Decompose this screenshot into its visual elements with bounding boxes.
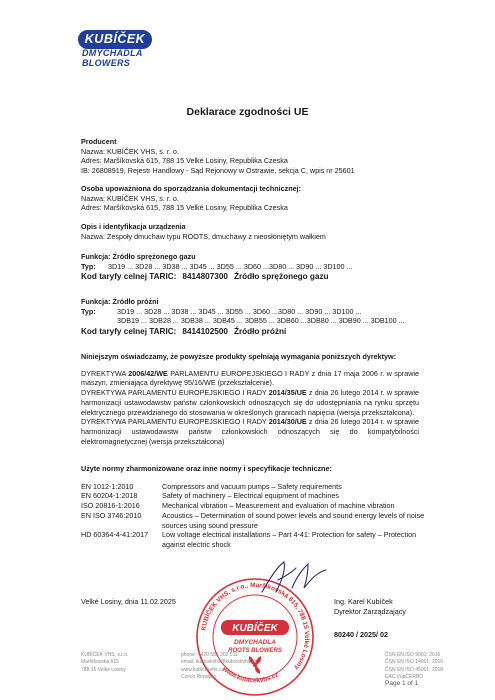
handwritten-signature [256, 558, 336, 598]
page-number: Page 1 of 1 [385, 680, 419, 687]
function1-heading: Funkcja: Źródło sprężonego gazu [81, 252, 196, 261]
declaration-text: Niniejszym oświadczamy, że powyższe produkty spełniają wymagania poniższych dyrektyw: [81, 352, 397, 361]
authorized-heading: Osoba upoważniona do sporządzania dokumentacji technicznej: [81, 184, 302, 193]
company-logo [78, 30, 152, 68]
document-number: 80240 / 2025/ 02 [334, 630, 388, 639]
signatory-name: Ing. Karel Kubíček [334, 597, 393, 606]
authorized-section [81, 184, 421, 213]
standard-row: EN 1012-1:2010 Compressors and vacuum pumps – Safety requirements [81, 481, 342, 491]
authorized-name: Nazwa: KUBÍČEK VHS, s. r. o. [81, 193, 179, 203]
standards-section [81, 464, 426, 550]
stamp-sub1: DMYCHADLA [234, 639, 276, 646]
standard-row: ISO 20816-1:2016 Mechanical vibration – Measurement and evaluation of machine vibration [81, 501, 395, 511]
function2-heading: Funkcja: Źródło próżni [81, 297, 159, 306]
function2-types [81, 307, 441, 317]
producer-name: Nazwa: KUBÍČEK VHS, s. r. o. [81, 146, 179, 156]
function2-type-line-1: 3D19 ... 3D28 ... 3D38 ... 3D45 ... 3D55 ... 3D60 ...3D80 ... 3D90 ... 3D100 ... [117, 306, 362, 316]
function2-kod-label: Kod taryfy celnej TARIC: [81, 327, 177, 337]
directive-3: DYREKTYWA PARLAMENTU EUROPEJSKIEGO I RADY 2014/30/UE z dnia 26 lutego 2014 r. w sprawie harmonizacji ustawodawstw państw członkowskich odnoszących się do kompatybilności elektromagnetycznej (wersja przekształcona) [81, 417, 419, 446]
standard-row: EN ISO 3746:2010 Acoustics – Determination of sound power levels and sound energy levels of noise sources using sound pressure [81, 510, 425, 530]
signatory [334, 597, 406, 618]
logo-sub1: DMYCHADLA [82, 48, 143, 58]
device-section [81, 222, 421, 241]
directives-section [81, 352, 419, 446]
stamp-sub2: ROOTS BLOWERS [228, 648, 282, 654]
function1-taric [81, 271, 441, 282]
producer-section [81, 137, 421, 176]
function2-kod-value: 8414102500 [182, 327, 228, 337]
function2-kod-desc: Źródło próżni [233, 327, 287, 337]
function1-types [81, 262, 441, 272]
function-compressed-gas [81, 252, 441, 283]
place-date: Velké Losiny, dnia 11.02.2025 [81, 597, 176, 606]
function1-kod-value: 8414807300 [182, 272, 228, 282]
logo-sub2: BLOWERS [82, 57, 131, 68]
device-name: Nazwa: Zespoły dmuchaw typu ROOTS, dmuchawy z nieosłoniętym wałkiem [81, 231, 326, 241]
signatory-role: Dyrektor Zarządzający [334, 607, 406, 617]
producer-heading: Producent [81, 137, 117, 146]
footer-contact: phone: +420 583 302 511 email: kubicekvhs@kubicekvhs.cz www.kubicekvhs.cz Czech Republic [181, 652, 257, 680]
stamp-brand: KUBÍČEK [232, 623, 278, 634]
function1-kod-desc: Źródło sprężonego gazu [233, 272, 329, 282]
authorized-address: Adres: Maršíkovská 615, 788 15 Velké Losiny, Republika Czeska [81, 203, 288, 213]
function1-typ-label: Typ: [81, 261, 96, 271]
directive-2: DYREKTYWA PARLAMENTU EUROPEJSKIEGO I RADY 2014/35/UE z dnia 26 lutego 2014 r. w sprawie harmonizacji ustawodawstw państw członkowskich odnoszących się do udostępniania na rynku sprzętu elektrycznego przewidzianego do stosowania w określonych granicach napięcia (wersja przekształcona). [81, 388, 419, 417]
footer-certifications: ČSN EN ISO 9001: 2016 ČSN EN ISO 14001: 2016 ČSN EN ISO 45001: 2018 EAC VupCERBO [385, 652, 444, 680]
directive-1: DYREKTYWA 2006/42/WE PARLAMENTU EUROPEJSKIEGO I RADY z dnia 17 maja 2006 r. w sprawie maszyn, zmieniająca dyrektywę 95/16/WE (przekształcenie). [81, 368, 420, 388]
function2-type-line-2: 3DB19 ... 3DB28 ... 3DB38 ... 3DB45 ... 3DB55 ... 3DB60 ...3DB80 ... 3DB90 ... 3DB100 ... [117, 316, 405, 326]
function1-type-line: 3D19 ... 3D28 ... 3D38 ... 3D45 ... 3D55 ... 3D60 ...3D80 ... 3D90 ... 3D100 ... [108, 261, 353, 271]
stamp-ring-text: KUBÍČEK VHS, s.r.o., Maršíkovská 615, 788 15 Velké Losiny [200, 581, 311, 672]
standards-heading: Użyte normy zharmonizowane oraz inne normy i specyfikacje techniczne: [81, 464, 332, 473]
producer-ib: IB: 26808919, Rejestr Handlowy - Sąd Rejonowy w Ostrawie, sekcja C, wpis nr 25601 [81, 166, 355, 176]
function2-typ-label: Typ: [81, 306, 96, 316]
function2-types-2 [81, 316, 441, 326]
footer-company: KUBÍČEK VHS, s.r.o. Maršíkovská 615 788 15 Velké Losiny [81, 652, 129, 673]
standard-row: HD 60364-4-41:2017 Low voltage electrical installations – Part 4-41: Protection for safety – Protection against electric shock [81, 530, 417, 550]
device-heading: Opis i identyfikacja urządzenia [81, 222, 186, 231]
stamp-url: www.kubicekvhs.cz [221, 665, 280, 685]
function-vacuum [81, 297, 441, 337]
function2-taric [81, 326, 441, 337]
function1-kod-label: Kod taryfy celnej TARIC: [81, 272, 177, 282]
standard-row: EN 60204-1:2018 Safety of machinery – Electrical equipment of machines [81, 491, 339, 501]
logo-brand: KUBÍČEK [78, 30, 152, 49]
document-title: Deklarace zgodności UE [186, 106, 309, 118]
producer-address: Adres: Maršíkovská 615, 788 15 Velké Losiny, Republika Czeska [81, 156, 288, 166]
